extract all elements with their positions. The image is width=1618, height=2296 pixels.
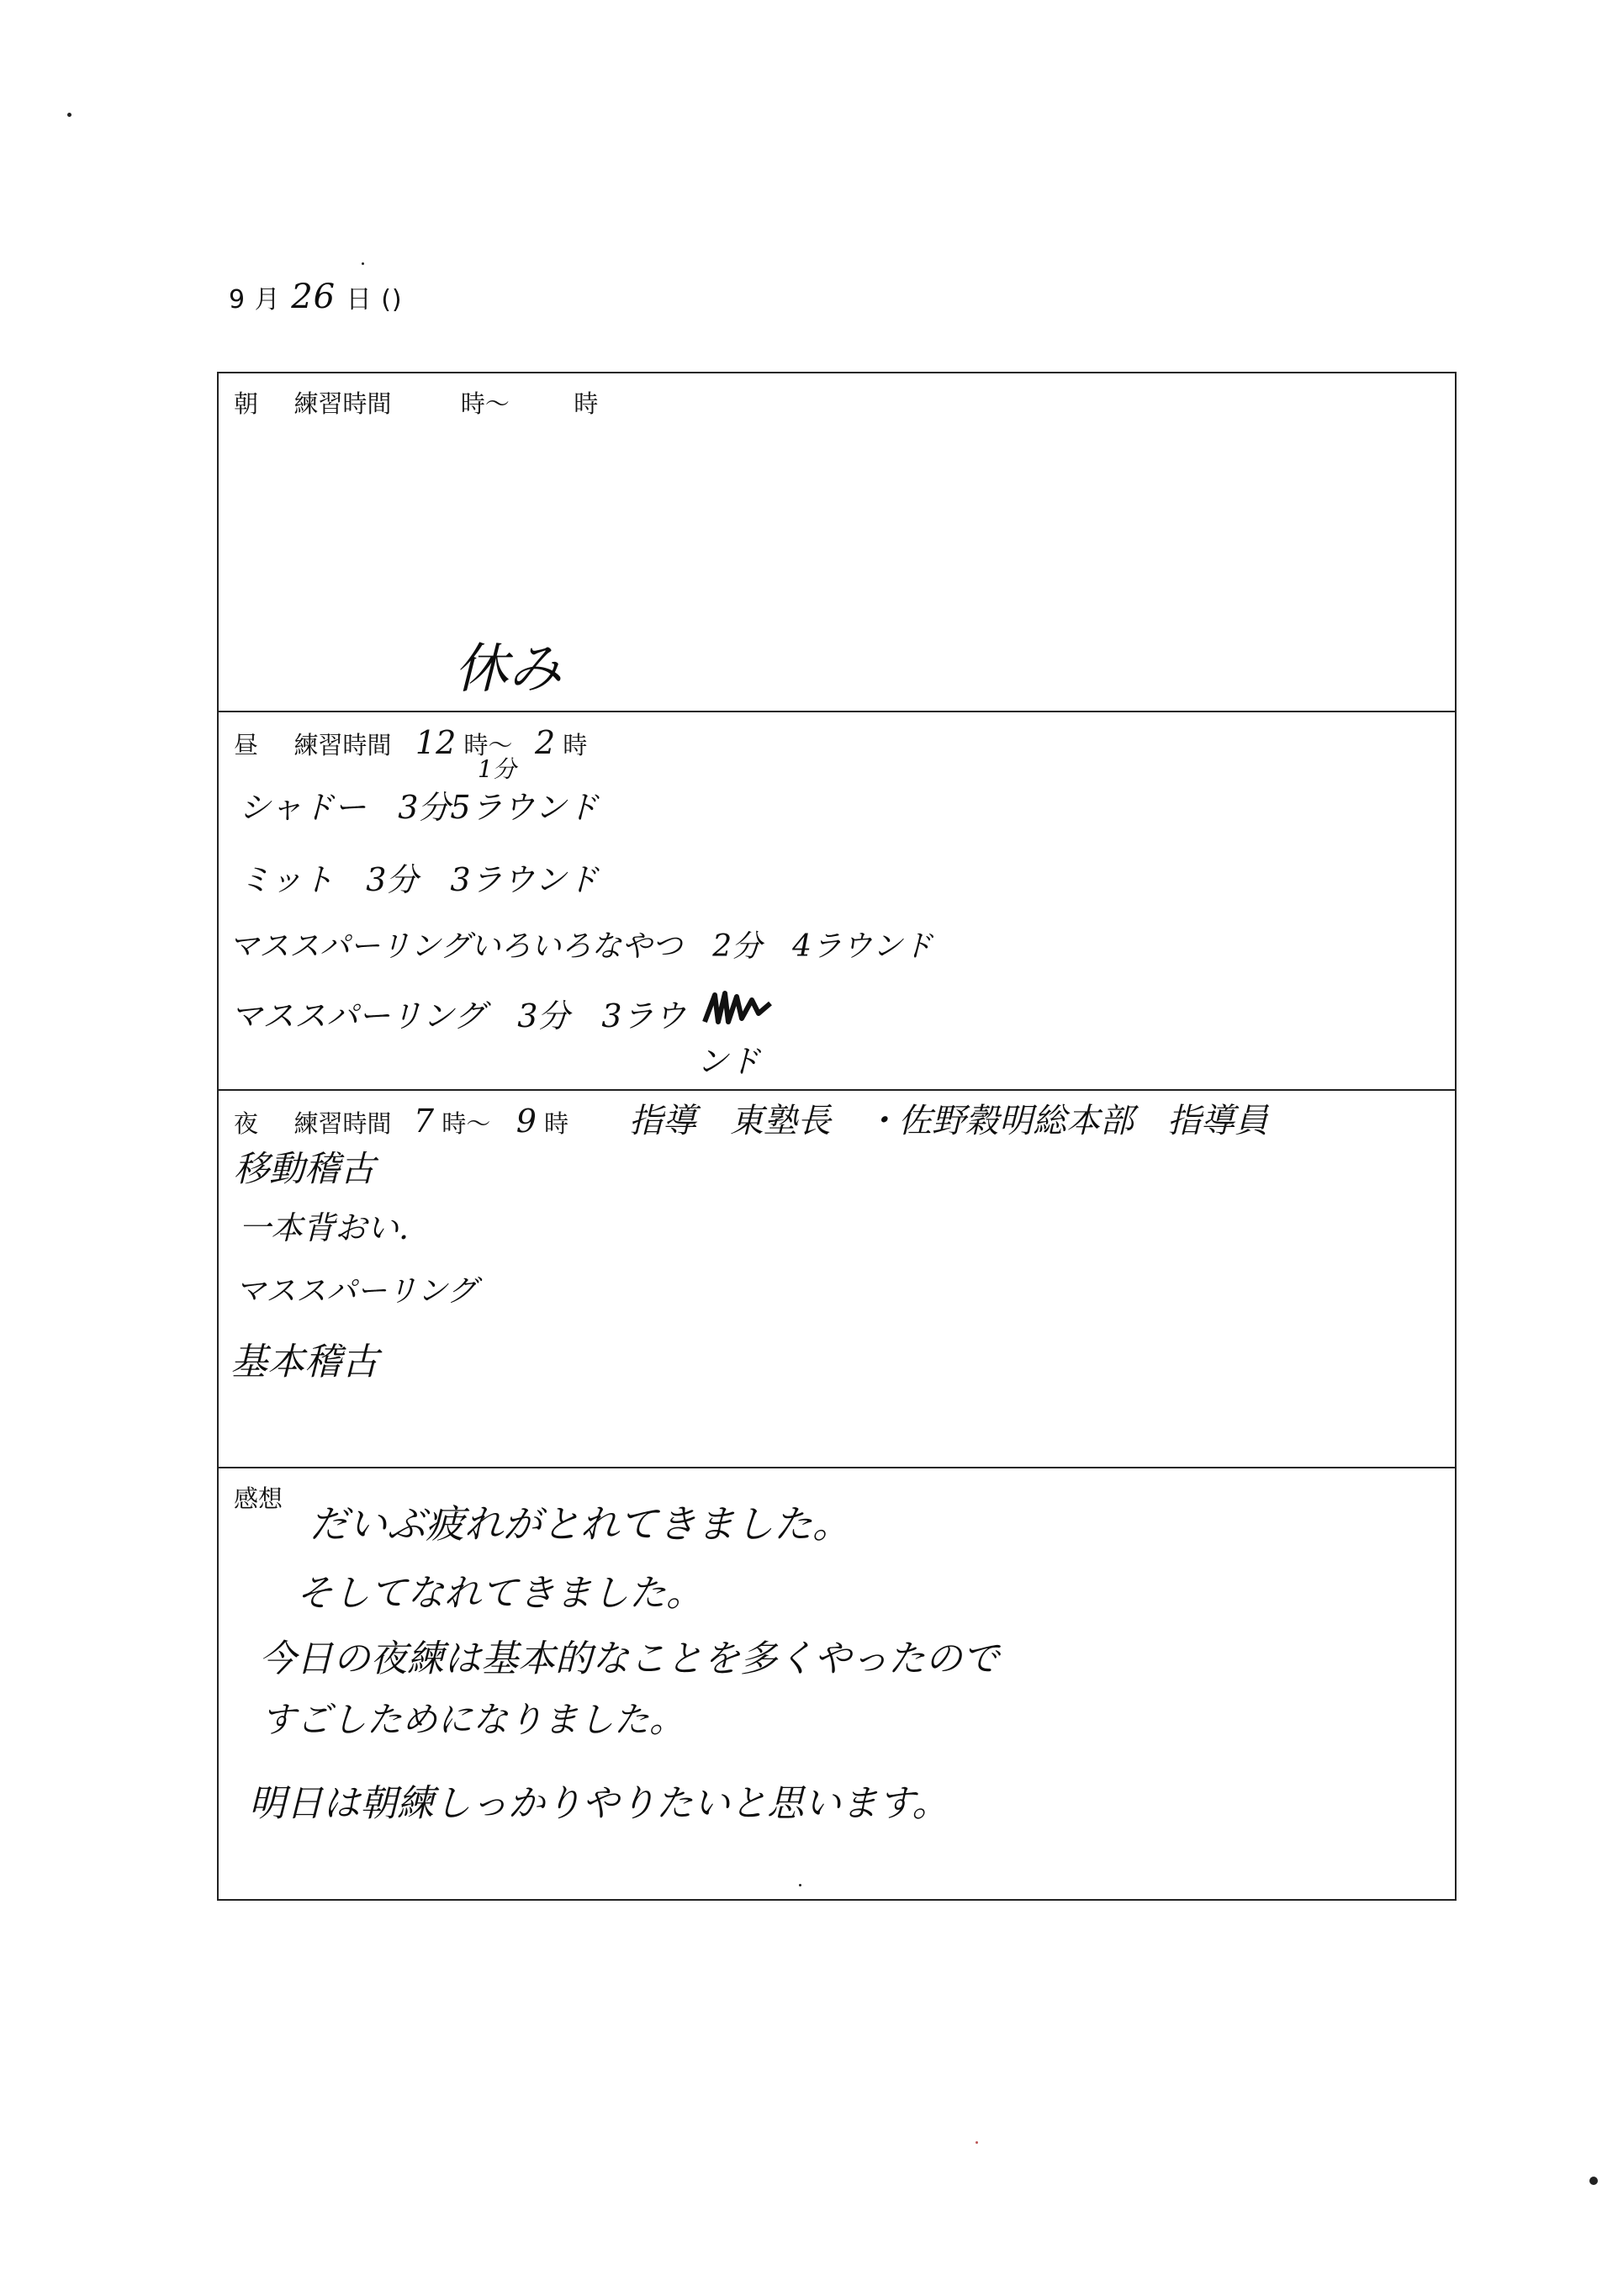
morning-label: 朝	[234, 389, 259, 418]
scribble-mark	[700, 988, 775, 1030]
noon-annotation: 1分	[478, 755, 516, 783]
noon-line-3: マススパーリングいろいろなやつ 2分 4ラウンド	[229, 929, 933, 964]
evening-start-unit: 時〜	[442, 1109, 491, 1138]
noon-label: 昼	[234, 731, 259, 759]
morning-start-unit: 時〜	[460, 389, 510, 418]
practice-log-sheet	[217, 372, 1457, 1901]
impressions-header	[234, 1480, 283, 1515]
noon-line-4: マススパーリング 3分 3ラウ	[230, 997, 686, 1034]
noon-end-hour: 2	[534, 724, 556, 761]
noon-start-unit: 時〜	[463, 731, 513, 759]
noon-line-1: シャドー 3分5ラウンド	[239, 789, 599, 826]
evening-practice-label: 練習時間	[293, 1109, 392, 1138]
impressions-line-2: そしてなれてきました。	[296, 1572, 703, 1615]
impressions-section	[219, 1468, 1455, 1899]
morning-end-unit: 時	[574, 389, 599, 418]
evening-line-4: 基本稽古	[230, 1341, 378, 1383]
evening-line-3: マススパーリング	[235, 1274, 478, 1309]
evening-start-hour: 7	[413, 1103, 435, 1140]
evening-end-hour: 9	[516, 1103, 537, 1140]
evening-label: 夜	[234, 1109, 259, 1138]
noon-section	[219, 712, 1455, 1091]
evening-header	[234, 1103, 568, 1140]
date-weekday: ()	[381, 285, 403, 315]
date-day-unit: 日	[346, 285, 373, 315]
impressions-label: 感想	[234, 1484, 283, 1513]
noon-practice-label: 練習時間	[293, 731, 392, 759]
impressions-line-4: すごしためになりました。	[261, 1699, 685, 1740]
evening-section	[219, 1091, 1455, 1468]
morning-header	[234, 385, 598, 420]
noon-line-2: ミット 3分 3ラウンド	[239, 861, 599, 898]
evening-line-1: 移動稽古	[234, 1148, 376, 1189]
scan-speck	[1589, 2177, 1598, 2185]
morning-section	[219, 373, 1455, 712]
date-month: 9	[229, 285, 246, 315]
date-month-unit: 月	[254, 285, 281, 315]
morning-content: 休み	[454, 638, 562, 701]
impressions-line-1: だいぶ疲れがとれてきました。	[309, 1501, 851, 1547]
morning-practice-label: 練習時間	[293, 389, 392, 418]
noon-end-unit: 時	[563, 731, 588, 759]
date-line	[229, 278, 403, 316]
noon-start-hour: 12	[415, 724, 457, 761]
noon-line-4-wrap: ンド	[696, 1043, 761, 1080]
evening-line-2: 一本背おい.	[239, 1209, 410, 1246]
scan-speck	[362, 262, 364, 265]
date-day: 26	[291, 278, 336, 316]
scan-speck	[976, 2141, 978, 2144]
evening-end-unit: 時	[544, 1109, 569, 1138]
scan-speck	[67, 113, 71, 117]
evening-instructors: 指導 東塾長 ・佐野穀明総本部 指導員	[629, 1102, 1268, 1140]
impressions-line-3: 今日の夜練は基本的なことを多くやったので	[259, 1637, 999, 1680]
impressions-line-5: 明日は朝練しっかりやりたいと思います。	[249, 1782, 949, 1825]
noon-header	[234, 724, 587, 761]
